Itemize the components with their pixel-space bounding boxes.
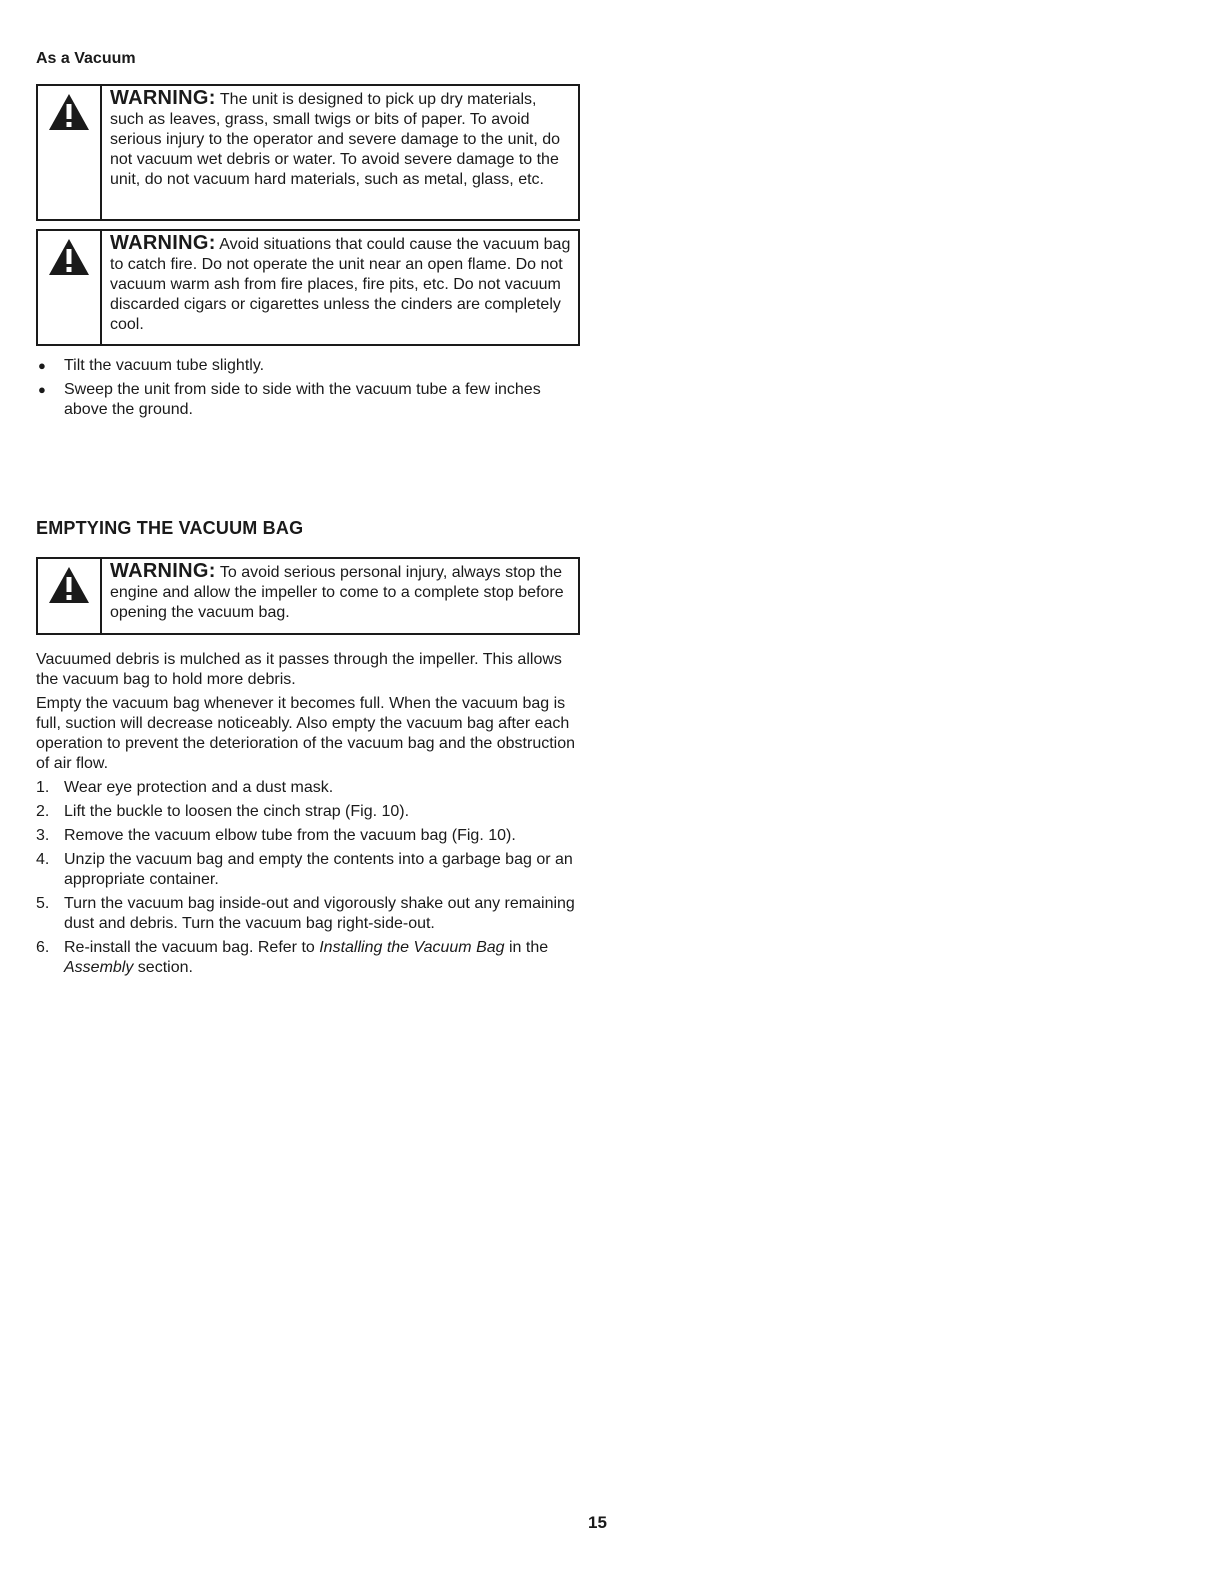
bullet-list-container bbox=[36, 356, 582, 424]
step-italic-reference: Assembly bbox=[64, 959, 134, 976]
step-number: 5. bbox=[36, 895, 50, 912]
step-item bbox=[36, 802, 582, 822]
warning-triangle-icon bbox=[47, 565, 91, 605]
warning-icon-cell bbox=[38, 231, 102, 344]
page-number: 15 bbox=[588, 1513, 607, 1532]
warning-body: To avoid serious personal injury, always stop the engine and allow the impeller to come to a complete stop before opening the vacuum bag. bbox=[110, 564, 564, 621]
warning-box bbox=[36, 84, 580, 221]
emptying-body bbox=[36, 650, 582, 982]
list-item-text: Tilt the vacuum tube slightly. bbox=[64, 357, 265, 374]
step-number: 2. bbox=[36, 803, 50, 820]
step-text: Re-install the vacuum bag. Refer to bbox=[64, 939, 320, 956]
step-number: 1. bbox=[36, 779, 50, 796]
step-text: in the bbox=[504, 939, 549, 956]
step-text: section. bbox=[133, 959, 193, 976]
list-item-text: Sweep the unit from side to side with the vacuum tube a few inches above the ground. bbox=[64, 381, 541, 418]
step-text: Lift the buckle to loosen the cinch strap (Fig. 10). bbox=[64, 803, 410, 820]
warning-box bbox=[36, 229, 580, 346]
warning-triangle-icon bbox=[47, 237, 91, 277]
step-item bbox=[36, 850, 582, 890]
step-item bbox=[36, 938, 582, 978]
warning-text bbox=[102, 231, 578, 344]
step-number: 6. bbox=[36, 939, 50, 956]
warning-icon-cell bbox=[38, 559, 102, 633]
step-text: Unzip the vacuum bag and empty the contents into a garbage bag or an appropriate container. bbox=[64, 851, 573, 888]
warning-label: WARNING: bbox=[110, 232, 216, 254]
step-number: 4. bbox=[36, 851, 50, 868]
warning-box bbox=[36, 557, 580, 635]
bullet-marker: ● bbox=[38, 382, 46, 397]
step-number: 3. bbox=[36, 827, 50, 844]
section-title-emptying-vacuum-bag: EMPTYING THE VACUUM BAG bbox=[36, 518, 304, 538]
warning-text bbox=[102, 86, 578, 219]
subheading-as-a-vacuum: As a Vacuum bbox=[36, 50, 136, 67]
warning-triangle-icon bbox=[47, 92, 91, 132]
step-text: Remove the vacuum elbow tube from the vacuum bag (Fig. 10). bbox=[64, 827, 516, 844]
warning-label: WARNING: bbox=[110, 560, 216, 582]
step-text: Wear eye protection and a dust mask. bbox=[64, 779, 334, 796]
step-italic-reference: Installing the Vacuum Bag bbox=[319, 939, 505, 956]
warning-body: The unit is designed to pick up dry materials, such as leaves, grass, small twigs or bits of paper. To avoid serious injury to the operator and severe damage to the unit, do not vacuum wet debris or water. To avoid severe damage to the unit, do not vacuum hard materials, such as metal, glass, etc. bbox=[110, 91, 561, 188]
list-item bbox=[36, 380, 582, 420]
steps-list bbox=[36, 778, 582, 978]
step-item bbox=[36, 778, 582, 798]
warning-body: Avoid situations that could cause the vacuum bag to catch fire. Do not operate the unit near an open flame. Do not vacuum warm ash from fire places, fire pits, etc. Do not vacuum discarded cigars or cigarettes unless the cinders are completely cool. bbox=[110, 236, 571, 333]
step-item bbox=[36, 826, 582, 846]
step-item bbox=[36, 894, 582, 934]
body-paragraph: Empty the vacuum bag whenever it becomes full. When the vacuum bag is full, suction will decrease noticeably. Also empty the vacuum bag after each operation to prevent the deterioration of the vacuum bag and the obstruction of air flow. bbox=[36, 695, 576, 772]
warning-icon-cell bbox=[38, 86, 102, 219]
bullet-list bbox=[36, 356, 582, 420]
step-text: Turn the vacuum bag inside-out and vigorously shake out any remaining dust and debris. Turn the vacuum bag right-side-out. bbox=[64, 895, 575, 932]
list-item bbox=[36, 356, 582, 376]
body-paragraph: Vacuumed debris is mulched as it passes through the impeller. This allows the vacuum bag to hold more debris. bbox=[36, 651, 562, 688]
warning-label: WARNING: bbox=[110, 87, 216, 109]
warning-text bbox=[102, 559, 578, 633]
bullet-marker: ● bbox=[38, 358, 46, 373]
